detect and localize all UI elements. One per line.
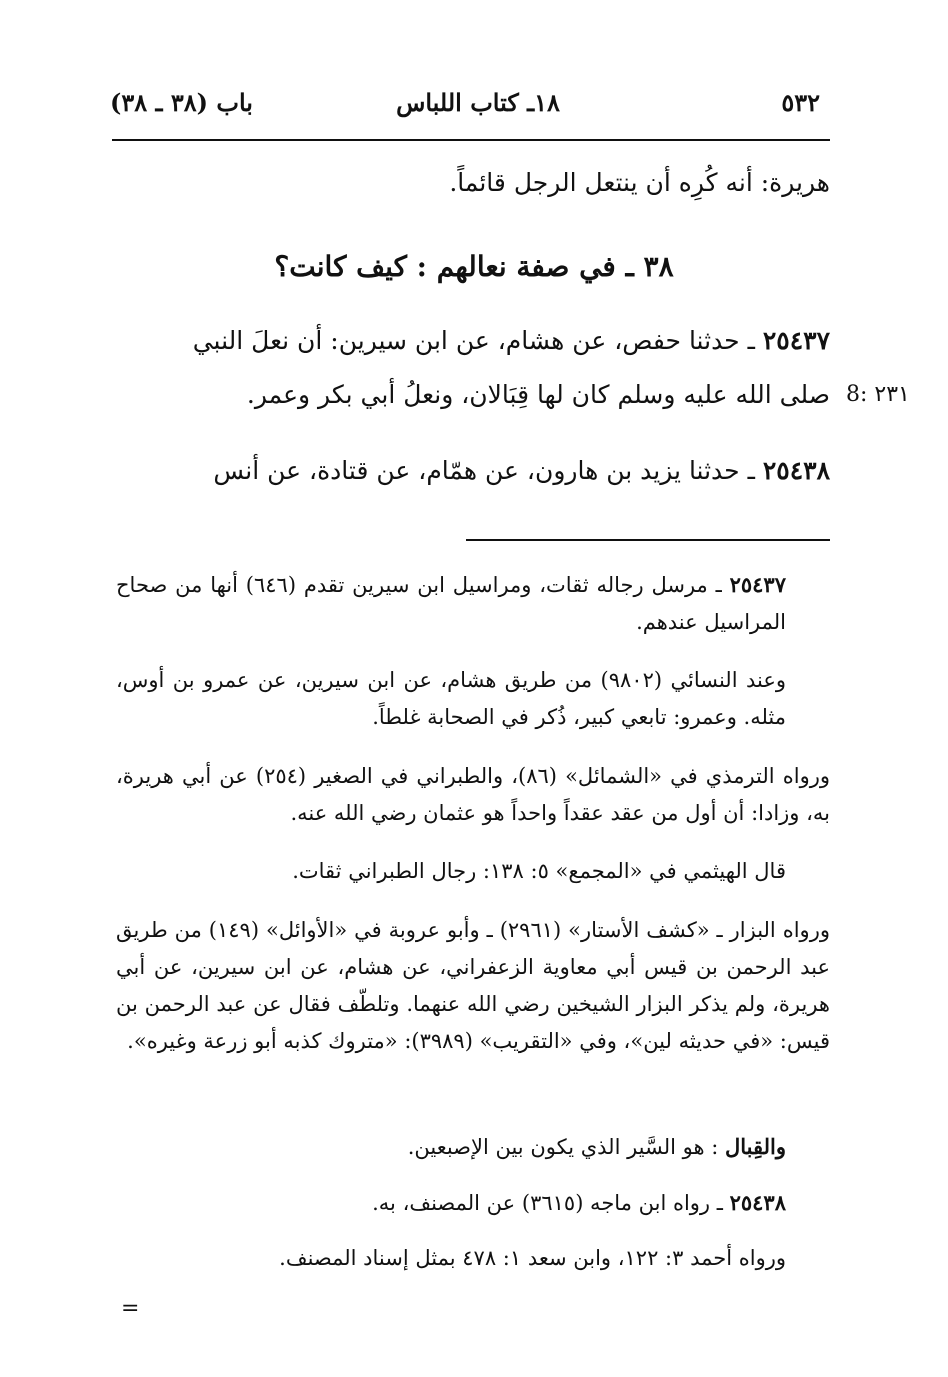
end-mark: = [121,1296,140,1321]
hadith-number: ٢٥٤٣٨ [762,456,830,485]
continuation-line: هريرة: أنه كُرِه أن ينتعل الرجل قائماً. [449,168,830,197]
hadith-25437-line2: صلى الله عليه وسلم كان لها قِبَالان، ونعلُ أبي بكر وعمر. [246,380,830,409]
footnote-paragraph: والقِبال : هو السَّير الذي يكون بين الإصبعين. [407,1134,786,1159]
defined-term: والقِبال [725,1134,786,1159]
footnote-paragraph: قال الهيثمي في «المجمع» ٥: ١٣٨: رجال الطبراني ثقات. [292,859,786,883]
hadith-25437-line1: ٢٥٤٣٧ ـ حدثنا حفص، عن هشام، عن ابن سيرين: أن نعلَ النبي [192,326,830,355]
chapter-heading: ٣٨ ـ في صفة نعالهم : كيف كانت؟ [274,250,674,283]
footnote-rule [466,539,830,541]
footnote-25438: ٢٥٤٣٨ ـ رواه ابن ماجه (٣٦١٥) عن المصنف، به. [372,1190,786,1215]
hadith-number: ٢٥٤٣٧ [762,326,830,355]
header-rule [112,139,830,141]
footnote-25437 [116,566,830,641]
footnote-paragraph: ورواه الترمذي في «الشمائل» (٨٦)، والطبراني في الصغير (٢٥٤) عن أبي هريرة، به، وزادا: أن أول من عقد عقداً واحداً هو عثمان رضي الله عنه. [116,764,830,825]
footnote-paragraph: ٢٥٤٣٧ ـ مرسل رجاله ثقات، ومراسيل ابن سيرين تقدم (٦٤٦) أنها من صحاح المراسيل عندهم. [116,572,786,634]
footnote-paragraph: ورواه البزار ـ «كشف الأستار» (٢٩٦١) ـ وأبو عروبة في «الأوائل» (١٤٩) من طريق عبد الرحمن بن قيس أبي معاوية الزعفراني، عن هشام، عن ابن سيرين، عن أبي هريرة، ولم يذكر البزار الشيخين رضي الله عنهما. وتلطّف فقال عن عبد الرحمن بن قيس: «في حديثه لين»، وفي «التقريب» (٣٩٨٩): «متروك كذبه أبو زرعة وغيره». [116,918,830,1053]
footnote-paragraph: وعند النسائي (٩٨٠٢) من طريق هشام، عن ابن سيرين، عن عمرو بن أوس، مثله. وعمرو: تابعي كبير، ذُكر في الصحابة غلطاً. [116,668,786,729]
footnote-paragraph: ورواه أحمد ٣: ١٢٢، وابن سعد ١: ٤٧٨ بمثل إسناد المصنف. [279,1246,786,1270]
book-title: ١٨ـ كتاب اللباس [396,88,560,117]
chapter-reference: باب (٣٨ ـ ٣٨) [110,88,253,117]
hadith-25438-line1: ٢٥٤٣٨ ـ حدثنا يزيد بن هارون، عن همّام، عن قتادة، عن أنس [213,456,830,485]
margin-reference: 8: ٢٣١ [846,382,910,407]
page-number: ٥٣٢ [781,88,820,117]
